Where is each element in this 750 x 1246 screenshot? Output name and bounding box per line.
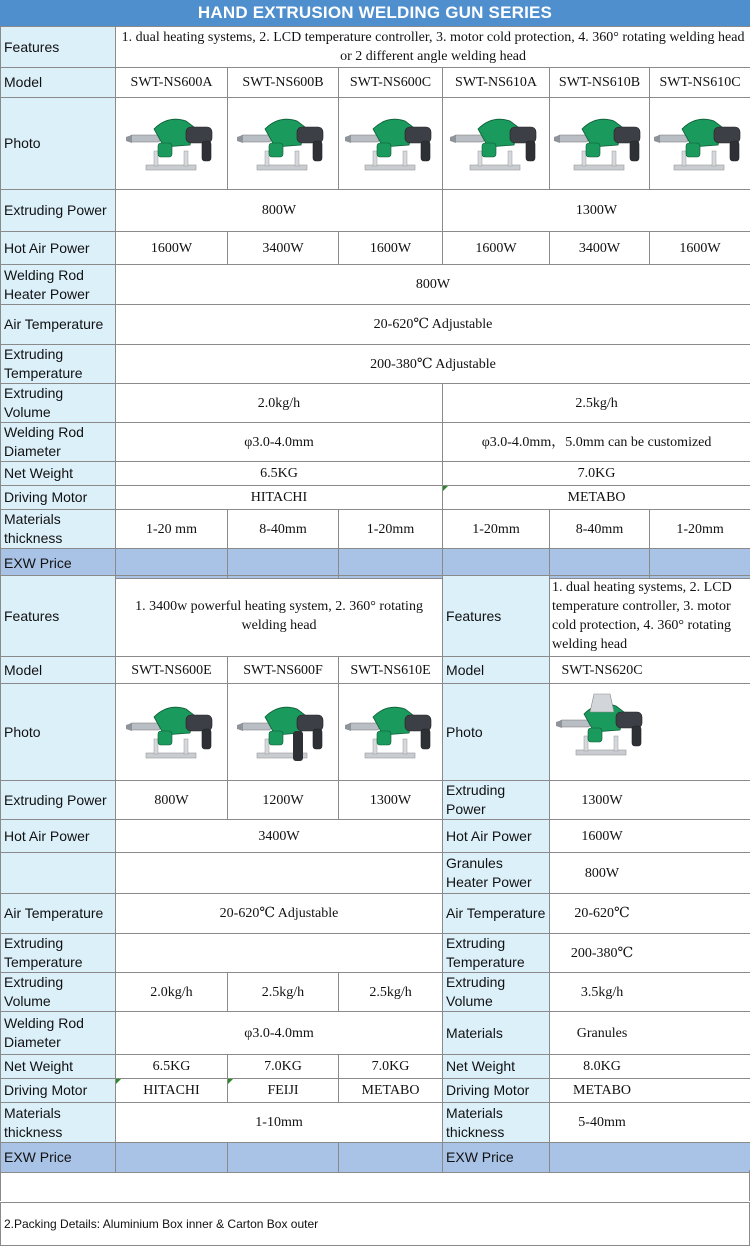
packing-details [0, 1202, 750, 1246]
driving-motor-value: HITACHI [116, 486, 443, 510]
thickness-value: 1-20 mm [116, 510, 228, 549]
row-label-model: Model [1, 657, 116, 684]
net-weight-value: 7.0KG [443, 462, 750, 486]
rod-diameter-value: φ3.0-4.0mm [116, 423, 443, 462]
hot-air-power-value: 3400W [116, 820, 443, 853]
driving-motor-value: METABO [573, 1083, 632, 1098]
price-cell [339, 549, 443, 579]
thickness-value: 1-10mm [116, 1103, 443, 1143]
granules-heater-power-cell [550, 853, 750, 894]
net-weight-value: 7.0KG [339, 1055, 443, 1079]
extruding-volume-value: 2.5kg/h [339, 973, 443, 1012]
row-label-exw-price: EXW Price [443, 1143, 550, 1173]
thickness-value: 1-20mm [650, 510, 750, 549]
row-label-extruding-volume: Extruding Volume [1, 973, 116, 1012]
driving-motor-value: METABO [339, 1079, 443, 1103]
extrusion-welding-gun-photo [230, 105, 336, 183]
price-cell [116, 549, 228, 579]
photo-cell [550, 98, 650, 190]
model-cell: SWT-NS600C [339, 68, 443, 98]
row-label-net-weight: Net Weight [443, 1055, 550, 1079]
extruding-volume-value: 2.5kg/h [228, 973, 339, 1012]
model-cell: SWT-NS600B [228, 68, 339, 98]
row-label-materials-thickness: Materials thickness [1, 510, 116, 549]
row-label-driving-motor: Driving Motor [1, 486, 116, 510]
row-label-net-weight: Net Weight [1, 1055, 116, 1079]
air-temperature-value: 20-620℃ [574, 906, 630, 921]
row-label-extruding-temperature: Extruding Temperature [1, 934, 116, 973]
photo-cell [228, 684, 339, 781]
spacer-row [0, 1170, 750, 1201]
thickness-value: 8-40mm [228, 510, 339, 549]
extrusion-welding-gun-photo [445, 105, 547, 183]
packing-details-text: 2.Packing Details: Aluminium Box inner & Carton Box outer [4, 1217, 319, 1231]
extrusion-welding-gun-photo [118, 105, 225, 183]
model-cell: SWT-NS610E [339, 657, 443, 684]
extrusion-welding-gun-photo [552, 690, 652, 768]
extruding-volume-cell [550, 973, 750, 1012]
row-label-rod-heater-power: Welding Rod Heater Power [1, 265, 116, 305]
row-label-extruding-power: Extruding Power [443, 781, 550, 820]
thickness-cell [550, 1103, 750, 1143]
extruding-power-value: 1200W [228, 781, 339, 820]
driving-motor-value: HITACHI [116, 1079, 228, 1103]
price-cell [228, 549, 339, 579]
thickness-value: 1-20mm [339, 510, 443, 549]
model-cell: SWT-NS610A [443, 68, 550, 98]
row-label-air-temperature: Air Temperature [443, 894, 550, 934]
photo-cell [228, 98, 339, 190]
thickness-value: 1-20mm [443, 510, 550, 549]
row-label-hot-air-power: Hot Air Power [443, 820, 550, 853]
extrusion-welding-gun-photo [552, 105, 647, 183]
row-label-photo: Photo [1, 98, 116, 190]
photo-cell [550, 684, 750, 781]
price-cell [550, 549, 650, 579]
price-cell [228, 1143, 339, 1173]
net-weight-value: 6.5KG [116, 462, 443, 486]
row-label-features: Features [443, 576, 550, 657]
extruding-temperature-cell [550, 934, 750, 973]
extruding-power-cell [550, 781, 750, 820]
hot-air-power-value: 3400W [550, 232, 650, 265]
row-label-hot-air-power: Hot Air Power [1, 820, 116, 853]
net-weight-value: 8.0KG [583, 1059, 621, 1074]
driving-motor-cell [550, 1079, 750, 1103]
driving-motor-value: FEIJI [228, 1079, 339, 1103]
empty-cell [116, 853, 443, 894]
rod-diameter-value: φ3.0-4.0mm [116, 1012, 443, 1055]
thickness-value: 5-40mm [578, 1115, 626, 1130]
row-label-granules-heater-power: Granules Heater Power [443, 853, 550, 894]
extruding-volume-value: 2.5kg/h [443, 384, 750, 423]
row-label-rod-diameter: Welding Rod Diameter [1, 423, 116, 462]
hot-air-power-value: 1600W [650, 232, 750, 265]
model-cell: SWT-NS610C [650, 68, 750, 98]
photo-cell [443, 98, 550, 190]
air-temperature-value: 20-620℃ Adjustable [116, 894, 443, 934]
row-label-rod-diameter: Welding Rod Diameter [1, 1012, 116, 1055]
extrusion-welding-gun-photo [652, 105, 748, 183]
row-label-extruding-power: Extruding Power [1, 781, 116, 820]
photo-cell [116, 684, 228, 781]
extruding-temperature-value: 200-380℃ Adjustable [116, 345, 750, 384]
extruding-volume-value: 2.0kg/h [116, 384, 443, 423]
row-label-air-temperature: Air Temperature [1, 894, 116, 934]
extruding-power-value: 1300W [581, 792, 623, 808]
spec-table-top [0, 26, 750, 579]
extruding-volume-value: 3.5kg/h [580, 984, 624, 1000]
photo-cell [339, 98, 443, 190]
row-label-air-temperature: Air Temperature [1, 305, 116, 345]
row-label-features: Features [1, 576, 116, 657]
row-label-driving-motor: Driving Motor [443, 1079, 550, 1103]
model-cell: SWT-NS600E [116, 657, 228, 684]
driving-motor-value: METABO [443, 486, 750, 510]
extruding-power-value: 800W [116, 781, 228, 820]
features-text: 1. dual heating systems, 2. LCD temperature controller, 3. motor cold protection, 4. 360° rotating welding head or 2 different angle welding head [116, 27, 750, 68]
row-label-materials-thickness: Materials thickness [443, 1103, 550, 1143]
empty-label-cell [1, 853, 116, 894]
row-label-photo: Photo [443, 684, 550, 781]
empty-cell [116, 934, 443, 973]
price-cell [116, 1143, 228, 1173]
model-cell: SWT-NS600F [228, 657, 339, 684]
photo-cell [116, 98, 228, 190]
hot-air-power-value: 1600W [581, 828, 623, 844]
row-label-model: Model [443, 657, 550, 684]
sheet-title: HAND EXTRUSION WELDING GUN SERIES [0, 0, 750, 26]
air-temperature-value: 20-620℃ Adjustable [116, 305, 750, 345]
price-cell [339, 1143, 443, 1173]
net-weight-value: 6.5KG [116, 1055, 228, 1079]
row-label-model: Model [1, 68, 116, 98]
price-cell [650, 549, 750, 579]
hot-air-power-value: 1600W [116, 232, 228, 265]
net-weight-cell [550, 1055, 750, 1079]
hot-air-power-cell [550, 820, 750, 853]
materials-cell [550, 1012, 750, 1055]
extrusion-welding-gun-photo [118, 693, 225, 771]
extruding-power-value: 800W [116, 190, 443, 232]
rod-diameter-value: φ3.0-4.0mm，5.0mm can be customized [443, 423, 750, 462]
net-weight-value: 7.0KG [228, 1055, 339, 1079]
extrusion-welding-gun-photo [341, 105, 440, 183]
row-label-extruding-temperature: Extruding Temperature [443, 934, 550, 973]
row-label-photo: Photo [1, 684, 116, 781]
model-cell [550, 657, 750, 684]
model-cell: SWT-NS600A [116, 68, 228, 98]
extruding-power-value: 1300W [443, 190, 750, 232]
hot-air-power-value: 1600W [443, 232, 550, 265]
photo-cell [339, 684, 443, 781]
row-label-exw-price: EXW Price [1, 1143, 116, 1173]
air-temperature-cell [550, 894, 750, 934]
row-label-extruding-volume: Extruding Volume [1, 384, 116, 423]
row-label-features: Features [1, 27, 116, 68]
extruding-temperature-value: 200-380℃ [570, 945, 634, 961]
row-label-extruding-power: Extruding Power [1, 190, 116, 232]
row-label-extruding-temperature: Extruding Temperature [1, 345, 116, 384]
extrusion-welding-gun-photo [341, 693, 440, 771]
row-label-net-weight: Net Weight [1, 462, 116, 486]
extruding-power-value: 1300W [339, 781, 443, 820]
photo-cell [650, 98, 750, 190]
materials-value: Granules [576, 1025, 628, 1041]
row-label-extruding-volume: Extruding Volume [443, 973, 550, 1012]
spec-table-bottom [0, 575, 750, 1173]
granules-heater-power-value: 800W [584, 865, 620, 881]
thickness-value: 8-40mm [550, 510, 650, 549]
row-label-exw-price: EXW Price [1, 549, 116, 579]
row-label-hot-air-power: Hot Air Power [1, 232, 116, 265]
price-cell [443, 549, 550, 579]
extruding-volume-value: 2.0kg/h [116, 973, 228, 1012]
extrusion-welding-gun-photo [230, 693, 336, 771]
row-label-driving-motor: Driving Motor [1, 1079, 116, 1103]
rod-heater-power-value: 800W [116, 265, 750, 305]
features-text: 1. dual heating systems, 2. LCD temperature controller, 3. motor cold protection, 4. 360° rotating welding head [550, 576, 750, 657]
hot-air-power-value: 3400W [228, 232, 339, 265]
row-label-materials-thickness: Materials thickness [1, 1103, 116, 1143]
price-cell [550, 1143, 750, 1173]
features-text: 1. 3400w powerful heating system, 2. 360° rotating welding head [116, 576, 443, 657]
model-value: SWT-NS620C [561, 662, 643, 678]
model-cell: SWT-NS610B [550, 68, 650, 98]
hot-air-power-value: 1600W [339, 232, 443, 265]
row-label-materials: Materials [443, 1012, 550, 1055]
